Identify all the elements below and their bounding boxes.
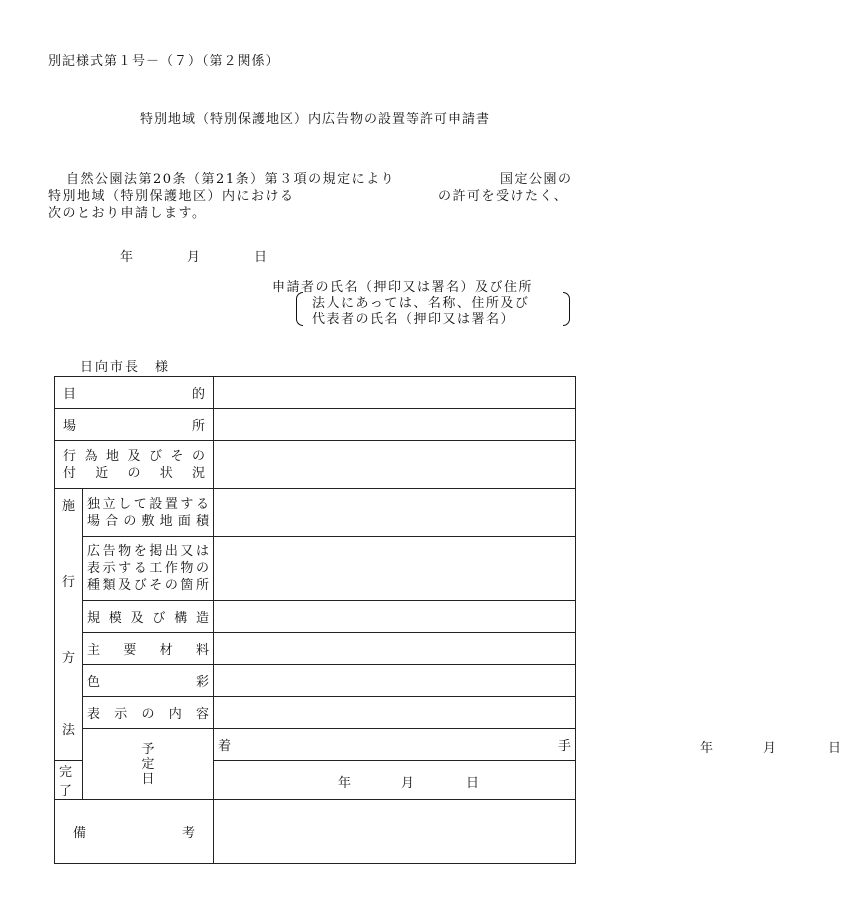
application-table: 目的 場所 行為地及びその 付近の状況 施 行 方 法 独立して設置する 場合の敷地面積 広告物を掲出又は 表示する工作物の 種類及びその箇所 規模及び構造 主要材料 色彩 表示の内容 予 定 日 着手 年 月 日 完了 年 月 日 備考 (54, 376, 576, 864)
purpose-field[interactable] (214, 377, 576, 409)
color-label: 色彩 (83, 665, 214, 697)
form-number: 別記様式第１号－（７）（第２関係） (48, 54, 280, 69)
schedule-section-label: 予 定 日 (83, 729, 214, 800)
remarks-field[interactable] (214, 800, 576, 864)
right-bracket (563, 292, 570, 326)
scale-label: 規模及び構造 (83, 601, 214, 633)
color-field[interactable] (214, 665, 576, 697)
application-year-label: 年 (120, 250, 134, 265)
corporate-note-line-2: 代表者の氏名（押印又は署名） (312, 312, 516, 327)
application-day-label: 日 (254, 250, 268, 265)
corporate-note (296, 292, 570, 326)
document-title: 特別地域（特別保護地区）内広告物の設置等許可申請書 (139, 112, 490, 127)
site-area-field[interactable] (214, 489, 576, 537)
content-label: 表示の内容 (83, 697, 214, 729)
remarks-label: 備考 (55, 800, 214, 864)
application-month-label: 月 (187, 250, 201, 265)
intro-line-2a: 特別地域（特別保護地区）内における (48, 189, 295, 204)
material-label: 主要材料 (83, 633, 214, 665)
material-field[interactable] (214, 633, 576, 665)
purpose-label: 目的 (55, 377, 214, 409)
applicant-label: 申請者の氏名（押印又は署名）及び住所 (272, 280, 534, 295)
scale-field[interactable] (214, 601, 576, 633)
intro-line-3: 次のとおり申請します。 (48, 206, 207, 221)
intro-line-1b: 国定公園の (500, 172, 573, 187)
site-condition-field[interactable] (214, 441, 576, 489)
content-field[interactable] (214, 697, 576, 729)
finish-date-field[interactable]: 年 月 日 (214, 761, 576, 800)
corporate-note-line-1: 法人にあっては、名称、住所及び (312, 296, 530, 311)
method-section-label: 施 行 方 法 (55, 489, 83, 761)
finish-label: 完了 (55, 761, 83, 800)
site-area-label: 独立して設置する 場合の敷地面積 (83, 489, 214, 537)
intro-line-2b: の許可を受けたく、 (438, 189, 569, 204)
intro-line-1a: 自然公園法第20条（第21条）第３項の規定により (66, 172, 396, 187)
structure-type-label: 広告物を掲出又は 表示する工作物の 種類及びその箇所 (83, 537, 214, 601)
start-label: 着手 (214, 729, 576, 761)
left-bracket (296, 292, 303, 326)
site-condition-label: 行為地及びその 付近の状況 (55, 441, 214, 489)
structure-type-field[interactable] (214, 537, 576, 601)
addressee: 日向市長 様 (80, 360, 171, 375)
place-label: 場所 (55, 409, 214, 441)
place-field[interactable] (214, 409, 576, 441)
